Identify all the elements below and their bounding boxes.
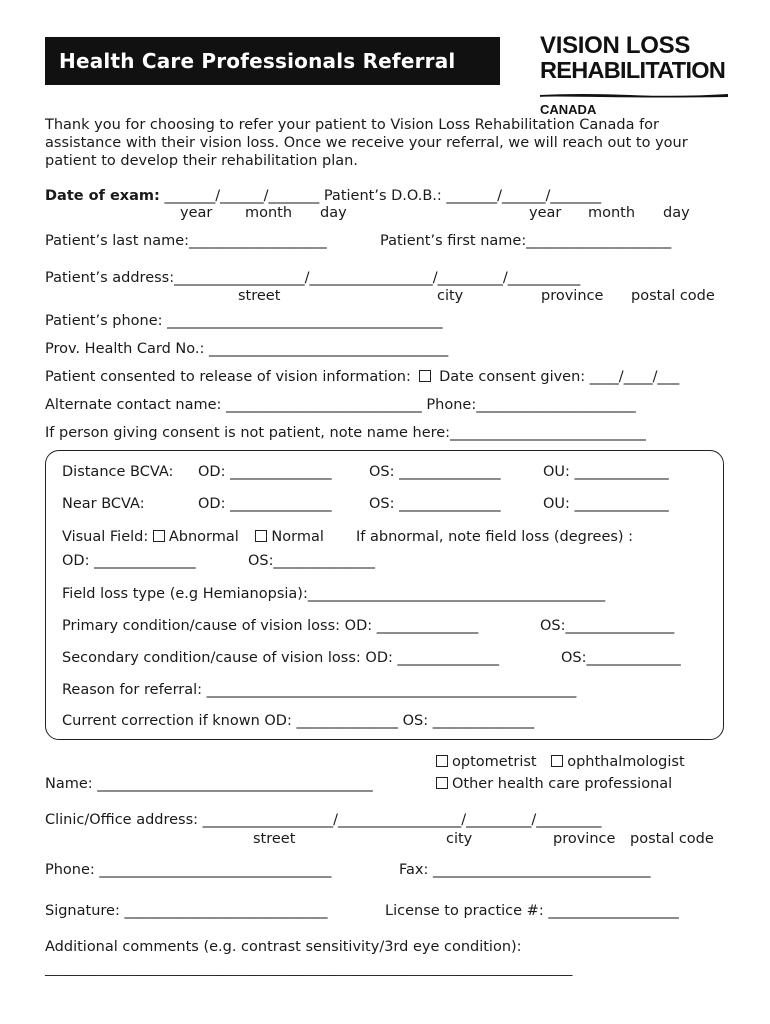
date-of-exam-field[interactable]: _______/______/_______ [159, 188, 320, 204]
patient-phone-field[interactable]: Patient’s phone: ______________________________________ [45, 313, 443, 329]
clinic-city-label: city [446, 831, 473, 847]
dob-day-label: day [663, 205, 690, 221]
additional-comments-field[interactable]: ________________________________________________________________________________ [45, 962, 573, 977]
abnormal-note-label: If abnormal, note field loss (degrees) : [356, 529, 634, 545]
form-title: Health Care Professionals Referral Form [45, 37, 500, 85]
logo-line-3: CANADA [540, 102, 597, 117]
alternate-contact-field[interactable]: Alternate contact name: ___________________________ Phone:______________________ [45, 397, 636, 413]
signature-field[interactable]: Signature: ____________________________ [45, 903, 328, 919]
exam-month-label: month [245, 205, 293, 221]
logo-line-1: VISION LOSS [540, 32, 691, 59]
consent-note-field[interactable]: If person giving consent is not patient, note name here:___________________________ [45, 425, 646, 441]
ophthalmologist-label: ophthalmologist [567, 754, 685, 770]
visual-field-od-field[interactable]: OD: ______________ [62, 553, 196, 569]
referrer-phone-field[interactable]: Phone: ________________________________ [45, 862, 332, 878]
intro-paragraph [45, 116, 735, 170]
intro-line: Thank you for choosing to refer your patient to Vision Loss Rehabilitation Canada for [45, 117, 660, 133]
distance-od-field[interactable]: OD: ______________ [198, 464, 332, 480]
dob-year-label: year [529, 205, 562, 221]
visual-field-label: Visual Field: [62, 529, 149, 545]
patient-address-field[interactable]: Patient’s address:__________________/_________________/_________/__________ [45, 270, 581, 286]
clinic-street-label: street [253, 831, 296, 847]
address-postal-label: postal code [631, 288, 715, 304]
dob-month-label: month [588, 205, 636, 221]
field-loss-type-field[interactable]: Field loss type (e.g Hemianopsia):_________________________________________ [62, 586, 606, 602]
referrer-fax-field[interactable]: Fax: ______________________________ [399, 862, 651, 878]
logo-brush-stroke [540, 92, 728, 98]
date-of-exam-row [45, 187, 601, 205]
additional-comments-label: Additional comments (e.g. contrast sensitivity/3rd eye condition): [45, 939, 522, 955]
distance-os-field[interactable]: OS: ______________ [369, 464, 501, 480]
abnormal-label: Abnormal [168, 529, 239, 545]
other-professional-label: Other health care professional [452, 776, 673, 792]
clinic-address-field[interactable]: Clinic/Office address: __________________/_________________/_________/_________ [45, 812, 602, 828]
exam-day-label: day [320, 205, 347, 221]
optometrist-checkbox[interactable] [436, 755, 448, 767]
clinic-postal-label: postal code [630, 831, 714, 847]
last-name-field[interactable]: Patient’s last name:___________________ [45, 233, 327, 249]
clinic-province-label: province [553, 831, 616, 847]
secondary-condition-od-field[interactable]: Secondary condition/cause of vision loss: OD: ______________ [62, 650, 499, 666]
reason-for-referral-field[interactable]: Reason for referral: ___________________________________________________ [62, 682, 577, 698]
near-ou-field[interactable]: OU: _____________ [543, 496, 669, 512]
vlrc-logo [540, 33, 735, 117]
consent-date-field[interactable]: Date consent given: ____/____/___ [439, 369, 680, 385]
normal-checkbox[interactable] [255, 530, 267, 542]
primary-condition-os-field[interactable]: OS:_______________ [540, 618, 675, 634]
normal-label: Normal [271, 529, 324, 545]
health-card-field[interactable]: Prov. Health Card No.: _________________________________ [45, 341, 449, 357]
consent-row [45, 368, 679, 386]
visual-field-row [62, 528, 324, 546]
date-of-exam-label: Date of exam: [45, 188, 160, 204]
intro-line: patient to develop their rehabilitation plan. [45, 153, 358, 169]
other-professional-checkbox[interactable] [436, 777, 448, 789]
current-correction-field[interactable]: Current correction if known OD: ______________ OS: ______________ [62, 713, 535, 729]
optometrist-label: optometrist [452, 754, 537, 770]
address-province-label: province [541, 288, 604, 304]
near-os-field[interactable]: OS: ______________ [369, 496, 501, 512]
distance-ou-field[interactable]: OU: _____________ [543, 464, 669, 480]
abnormal-checkbox[interactable] [153, 530, 165, 542]
intro-line: assistance with their vision loss. Once we receive your referral, we will reach out to your [45, 135, 688, 151]
secondary-condition-os-field[interactable]: OS:_____________ [561, 650, 681, 666]
logo-line-2: REHABILITATION [540, 57, 726, 83]
exam-year-label: year [180, 205, 213, 221]
address-city-label: city [437, 288, 464, 304]
consent-checkbox[interactable] [419, 370, 431, 382]
referrer-name-field[interactable]: Name: ______________________________________ [45, 776, 373, 792]
profession-row [436, 753, 685, 771]
license-field[interactable]: License to practice #: __________________ [385, 903, 679, 919]
near-od-field[interactable]: OD: ______________ [198, 496, 332, 512]
dob-field[interactable]: Patient’s D.O.B.: _______/______/_______ [319, 188, 602, 204]
ophthalmologist-checkbox[interactable] [551, 755, 563, 767]
visual-field-os-field[interactable]: OS:______________ [248, 553, 376, 569]
address-street-label: street [238, 288, 281, 304]
distance-bcva-label: Distance BCVA: [62, 464, 174, 480]
near-bcva-label: Near BCVA: [62, 496, 145, 512]
other-professional-row [436, 775, 672, 793]
consent-label: Patient consented to release of vision information: [45, 369, 411, 385]
first-name-field[interactable]: Patient’s first name:____________________ [380, 233, 672, 249]
primary-condition-od-field[interactable]: Primary condition/cause of vision loss: OD: ______________ [62, 618, 479, 634]
